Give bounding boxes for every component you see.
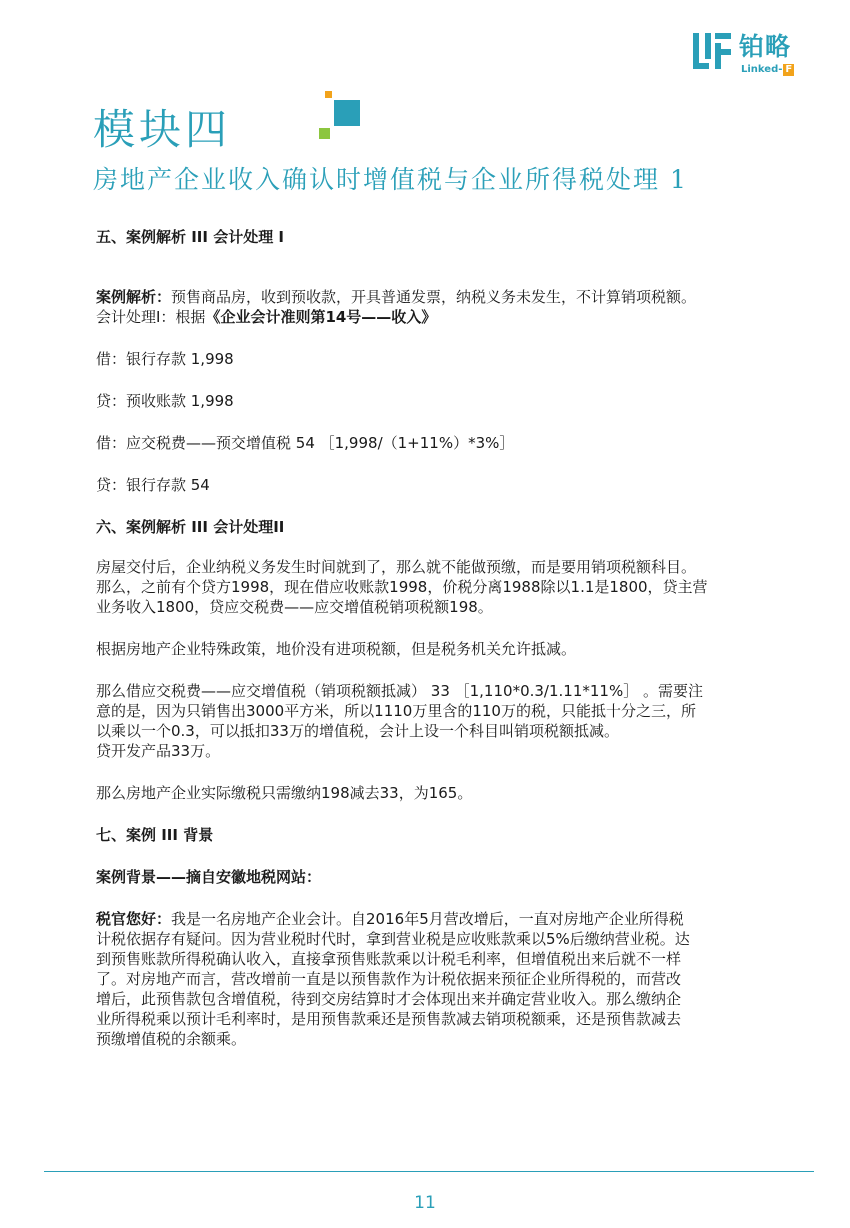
journal-entry: 贷：预收账款 1,998: [96, 392, 234, 410]
paragraph: 那么房地产企业实际缴税只需缴纳198减去33，为165。: [96, 784, 473, 802]
paragraph-line: 那么，之前有个贷方1998，现在借应收账款1998，价税分离1988除以1.1是1800，贷主营: [96, 578, 708, 596]
brand-logo: [693, 33, 813, 77]
logo-text-en: Linked- F: [741, 64, 793, 75]
page-number: 11: [414, 1193, 436, 1213]
paragraph-line: 了。对房地产而言，营改增前一直是以预售款作为计税依据来预征企业所得税的，而营改: [96, 970, 682, 988]
deco-square-orange: [325, 91, 332, 98]
paragraph-line: 以乘以一个0.3，可以抵扣33万的增值税，会计上设一个科目叫销项税额抵减。: [96, 722, 619, 740]
paragraph-line: 房屋交付后，企业纳税义务发生时间就到了，那么就不能做预缴，而是要用销项税额科目。: [96, 558, 697, 576]
footer-divider: [44, 1171, 814, 1172]
paragraph: 根据房地产企业特殊政策，地价没有进项税额，但是税务机关允许抵减。: [96, 640, 577, 658]
page-subtitle: 房地产企业收入确认时增值税与企业所得税处理 1: [93, 165, 688, 194]
case-analysis-paragraph: 案例解析：预售商品房，收到预收款，开具普通发票，纳税义务未发生，不计算销项税额。: [96, 288, 697, 306]
case-background-label: 案例背景——摘自安徽地税网站：: [96, 868, 322, 886]
journal-entry: 贷：银行存款 54: [96, 476, 210, 494]
logo-mark-icon: [693, 33, 733, 73]
paragraph-line: 增后，此预售款包含增值税，待到交房结算时才会体现出来并确定营业收入。那么缴纳企: [96, 990, 682, 1008]
paragraph-line: 意的是，因为只销售出3000平方米，所以1110万里含的110万的税，只能抵十分之三，所: [96, 702, 696, 720]
paragraph-line: 预缴增值税的余额乘。: [96, 1030, 247, 1048]
section-heading-5: 五、案例解析 III 会计处理 I: [96, 228, 284, 246]
accounting-treatment-line: 会计处理I：根据《企业会计准则第14号——收入》: [96, 308, 437, 326]
paragraph-line: 税官您好：我是一名房地产企业会计。自2016年5月营改增后，一直对房地产企业所得税: [96, 910, 684, 928]
journal-entry: 借：应交税费——预交增值税 54 ［1,998/（1+11%）*3%］: [96, 434, 515, 452]
paragraph-line: 那么借应交税费——应交增值税（销项税额抵减） 33 ［1,110*0.3/1.11*11%］ 。需要注: [96, 682, 703, 700]
deco-square-green: [319, 128, 330, 139]
deco-square-teal: [334, 100, 360, 126]
document-body: [96, 227, 786, 1049]
paragraph-line: 计税依据存有疑问。因为营业税时代时，拿到营业税是应收账款乘以5%后缴纳营业税。达: [96, 930, 690, 948]
paragraph-line: 业务收入1800，贷应交税费——应交增值税销项税额198。: [96, 598, 493, 616]
journal-entry: 借：银行存款 1,998: [96, 350, 234, 368]
section-heading-6: 六、案例解析 III 会计处理II: [96, 518, 285, 536]
paragraph-line: 到预售账款所得税确认收入，直接拿预售账款乘以计税毛利率，但增值税出来后就不一样: [96, 950, 682, 968]
paragraph-line: 业所得税乘以预计毛利率时，是用预售款乘还是预售款减去销项税额乘，还是预售款减去: [96, 1010, 682, 1028]
logo-text-cn: 铂略: [739, 32, 792, 61]
module-title: 模块四: [93, 105, 232, 154]
section-heading-7: 七、案例 III 背景: [96, 826, 214, 844]
paragraph-line: 贷开发产品33万。: [96, 742, 221, 760]
